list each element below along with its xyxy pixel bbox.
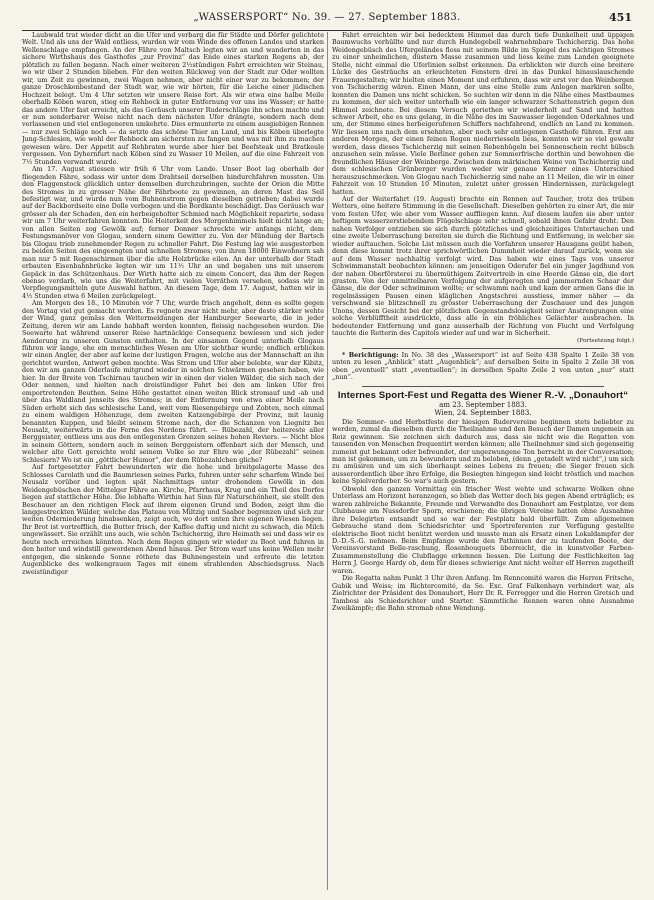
body-paragraph: Auf fortgesetzter Fahrt bewunderten wir die hohe und breitgelagerte Masse des Schlosses Carolath und die Baumriesen seines Parks, fuhren unter sehr scharfem Winde bei Neusalz vorüber und legten spät Nachmittags unter drohendem Gewölk in den Weidengebüschen der Mittelger Fähre an. Kirche, Pfarrhaus, Krug und ein Theil des Dorfes liegen auf stattlicher Höhe. Die lebhafte Wirthin hat Sinn für Naturschönheit, sie stellt den Beschauer an den richtigen Fleck auf ihrem eigenen Grund und Boden, zeigt ihm die langgestreckten Wälder, welche das Plateau von Miltzig und Saabor begrenzen und sich zur weiten Oderniederung hinabsenken, zeigt auch, wo dort unten ihre eigenen Wiesen liegen. Ihr Brot ist vortrefflich, die Butter frisch, der Kaffee duftig und nicht zu schwach, die Milch ungewässert. Sie erzählt uns auch, wie schön Tschicherzig, ihre Heimath sei und dass wir es heute noch erreichen könnten. Nach dem Regen gingen wir wieder zu Boot und fuhren in den heiter und windstill gewordenen Abend hinaus. Der Strom warf uns keine Wellen mehr entgegen, die sinkende Sonne röthete das Buhnengestein und erfreute die letzten Augenblicke des wolkengrauen Tages mit einem strahlenden Abschiedsgruss. Nach zweistündiger <box>22 463 324 576</box>
body-paragraph: Fahrt erreichten wir bei bedecktem Himmel das durch tiefe Dunkelheit und üppigen Baumwuchs verhüllte und nur durch Hundegebell wahrnehmbare Tschicherzig. Das hohe Weidengebüsch des Ufergeländes floss mit seinem Bilde im Spiegel des nächtigen Stromes zu einer unheimlichen, düstern Masse zusammen und liess keine zum Landen geeignete Stelle, nicht einmal die Uferlinien selbst erkennen. Da erblickten wir durch eine breitere Lücke des Gesträuchs an erleuchteten Fenstern drei in das Dunkel hinauslauschende Frauengestalten; wir hielten einen Moment und erfuhren, dass wir erst vor den Weinbergen von Tschicherzig wären. Einen Mann, der uns eine Stelle zum Anlegen markiren sollte, konnten die Damen uns nicht schicken. So suchten wir denn in die Nähe eines Mastbaumes zu kommen, der sich weiter unterhalb wie ein langer schwarzer Schattenstrich gegen den Himmel zeichnete. Bei diesem Versuch geriethen wir wiederholt auf Sand und hatten schwer Arbeit, ehe es uns gelang, in die Nähe des im Sauwasser liegenden Oderkahnes und um, der Stimme eines herbeigerufenen Schiffers nachfahrend, endlich an Land zu kommen. Wir liessen uns nach dem ersehnten, aber noch sehr entlegenen Gasthofe führen. Erst am anderen Morgen, der einen feinen Regen niederriesseln liess, konnten wir so viel gewahr werden, dass dieses Tschicherzig mit seinen Rebenhügeln bei Sonnenschein recht hübsch anzusehen sein müsse. Viele Berliner gehen zur Sommerfrische dorthin und bewohnen die freundlichen Häuser der Weinberge. Zwischen dem märkischen Weine von Tschicherzig und dem schlesischen Grünberger wurden weder wir genaue Kenner eines Unterschied herauszuschmecken. Von Glogau nach Tschicherzig sind nahe an 11 Meilen, die wir in einer Fahrzeit von 10 Stunden 10 Minuten, zuletzt unter grossen Hindernissen, zurückgelegt hatten. <box>332 32 634 196</box>
body-paragraph: Auf der Weiterfahrt (19. August) brachte ein Rennen auf Taucher, trotz des trüben Wetters, eine heitere Stimmung in die Gesellschaft. Dieselben gehörten zu einer Art, die mir vom festen Ufer, wie aber vom Wasser auffliegen kann. Auf diesem laufen sie aber unter heftigem wasserzerstiebendem Flügelschlage sehr schnell, sobald ihnen Gefahr droht. Den nahen Verfolger entziehen sie sich durch plötzliches und gleichzeitiges Untertauchen und eine zweite Ueberraschung bereiten sie durch die Richtung und Entfernung, in welcher sie wieder auftauchen. Solche List müssen auch die Vorfahren unserer Hausgans geübt haben, denn diese kommt trotz ihrer sprichwörtlichen Dummheit wieder darauf zurück, wenn sie auf dem Wasser nachhaltig verfolgt wird. Das haben wir eines Tags von unserer Schwimmanstalt beobachten können: am jenseitigen Oderufer fiel ein junger Jagdhund von der nahen Oberförsterei zu übermüthigem Zeitvertreib in eine Heerde Gänse ein, die dort grasten. Von der unmittelbaren Verfolgung der aufgeregten und jammernden Schaar der Gänse, die der Oder schwimmen wollte; er schwamm nach und kam der armen Gans die in regelmässigen Pausen einen kläglichen Angstschrei ausstiess, immer näher — da verschwand sie blitzschnell zu grösster Ueberraschung der Zuschauer und des jungen Unons, dessen Gesicht bei der plötzlichen Gegenstandslosigkeit seiner Anstrengungen eine solche Verblüfftheit ausdrückte, dass alle in ein fröhliches Gelächter ausbrachen. In bedeutender Entfernung und ganz ausserhalb der Richtung von Flucht und Verfolgung tauchte die Retterin des Capitols wieder auf und war in Sicherheit. <box>332 194 634 338</box>
article-paragraph: Die Regatta nahm Punkt 3 Uhr ihren Anfang. Im Renncomité waren die Herren Fritsche, Gubik und Weiss; im Richtercomité, da Se. Exc. Graf Falkenhayn verhindert war, als Zielrichter der Präsident des Donauhort, Herr Dr. R. Ferregger und die Herren Gretsch und Tambosi als Schiedsrichter und Starter. Sämmtliche Rennen waren ohne Ausnahme Zweikämpfe; die Bahn stromab ohne Wendung. <box>332 574 634 613</box>
article-paragraph: Die Sommer- und Herbstfeste der hiesigen Rudervereine beginnen stets beliebter zu werden, zumal da dieselben durch die Theilnahme und den Besuch der Damen ungemein an Reiz gewinnen. Sie zeichnen sich dadurch aus, dass sie nicht wie die Regatten von tausenden von Menschen frequentirt werden können; alle Theilnehmer sind sich gegenseitig zumeist gut bekannt oder befreundet, der ungezwungene Ton herrscht in der Conversation; man ist gekommen, um zu bewundern und zu beloben, (denn „getadelt wird nicht“,) um sich zu amüsiren und um sich überhaupt seines Lebens zu freuen; die Sieger freuen sich ausserordentlich über ihre Erfolge, die Besiegten hingegen sind leicht tröstlich und machen keine Spielverderber. So war's auch gestern. <box>332 417 634 486</box>
left-column <box>22 32 324 892</box>
body-paragraph: Laubwald trat wieder dicht an die Ufer und verbarg die für Städte und Dörfer gelichtete Welt. Und als uns der Wald entliess, wurden wir vom Winde des offenen Landes und starken Wellenschlage empfangen. An der Fähre von Maltsch legten wir an und wanderten in das sichere Wirthshaus des Gasthofes „zur Provinz“ das Ende eines starken Regens ab, der plötzlich zu fallen begann. Nach einer weiteren 2½stündigen Fahrt erreichten wir Steinau, wo wir über 2 Stunden blieben. Für den weiten Rückweg von der Stadt zur Oder wollten wir, um Zeit zu gewinnen, zwei Wagen nehmen, aber nicht einer war zu bekommen; der ganze Droschkenbestand der Stadt war, wie wir hörten, für die Leiche einer jüdischen Hochzeit belegt. Um 4 Uhr setzten wir unsere Reise fort. Als wir etwa eine halbe Meile oberhalb Köben waren, stieg ein Rehbock in guter Entfernung vor uns ins Wasser; er hatte das andere Ufer fast erreicht, als das Geräusch unserer Ruderschläge ihn scheu machte und er nun sonderbarer Weise nicht nach dem nächsten Ufer drängte, sondern nach dem verlassenen und viel entlegeneren umkehrte. Dies ermunterte zu einem ausgiebigen Rennen — nur zwei Schläge noch — da setzte das schöne Thier an Land, und bis Köben überlegte Jung-Schlesien, wie wohl der Rehbock am sichersten zu fangen und was mit ihm zu machen gewesen wäre. Der Appetit auf Rehbraten wurde aber hier bei Beefsteak und Bratkeule vergessen. Von Dyhernfurt nach Köben sind zu Wasser 10 Meilen, auf die eine Fahrzeit von 7½ Stunden verwandt wurde. <box>22 32 324 166</box>
section-divider <box>362 386 604 387</box>
correction-text: In No. 38 des „Wassersport“ ist auf Seite 438 Spalte 1 Zeile 38 von unten zu lesen „Anblick“ statt „Augenblick“; auf derselben Seite in Spalte 2 Zeile 38 von oben „eventuell“ statt „eventuellen“; in derselben Spalte Zeile 2 von unten „nur“ statt „nun“. <box>332 351 634 382</box>
page-number: 451 <box>609 11 632 24</box>
column-divider <box>327 32 328 890</box>
running-head: „WASSERSPORT“ No. 39. — 27. September 1883. <box>193 12 461 23</box>
continuation-note: (Fortsetzung folgt.) <box>576 337 634 344</box>
section-divider <box>362 348 604 349</box>
article-subtitle: am 23. September 1883. <box>439 400 527 409</box>
right-column <box>332 32 634 892</box>
article-dateline: Wien, 24. September 1883. <box>434 409 532 418</box>
article-paragraph: Obwohl den ganzen Vormittag ein frischer West wehte und schwarze Wolken ohne Unterlass am Horizont heranzogen, so blieb das Wetter doch bis gegen Abend erträglich; es waren zahlreiche Bekannte, Freunde und Verwandte des Donauhort am Festplatze, vor dem Clubhause am Nussdorfer Sporn, erschienen; die übrigen Vereine hatten ohne Ausnahme ihre Delegirten entsandt und so war der Festplatz bald überfüllt. Zum allgemeinen Gebrauche stand dem Schiedsrichter und Sportreferenten zur Verfügung gestellte elektrische Boot nicht benützt werden und musste man als Ersatz einen Lokaldampfer der D.-D.-S.-G. nehmen. Beim Empfange wurde den Pathinnen der zu taufenden Boote, der Vereinsvorstand Belle-raschung, Rosenbouquets überreicht, die in kunstvoller Farben-Zusammenstellung die Clubflagge erkennen liessen. Die Leitung der Festlichkeiten lag Herrn J. George Hardy ob, dem für dieses schwierige Amt nicht weiter elf Herren zugetheilt waren. <box>332 484 634 575</box>
correction-note <box>332 352 634 382</box>
correction-label: * Berichtigung: <box>342 351 399 360</box>
article-title: Internes Sport-Fest und Regatta des Wiener R.-V. „Donauhort“ <box>337 389 629 401</box>
page-header <box>22 8 632 31</box>
body-paragraph: Am 17. August stiessen wir früh 6 Uhr vom Lande. Unser Boot lag oberhalb der fliegenden Fähre, sodass wir unter dem Drahtseil derselben hindurchfahren mussten. Um den Flaggenstock glücklich unter demselben durchzubringen, suchte der Orion die Mitte des Stromes in zu grosser Nähe der Fährboote zu gewinnen, an deren Mast das Seil befestigt war, und wurde nun vom Buhnenstrom gegen dieselben getrieben; dabei wurde auf der Backbordseite eine Dolle verbogen und die Bordkante beschädigt. Das Geräusch war grösser als der Schaden, den ein herbeigeholter Schmied nach Möglichkeit reparirte, sodass wir um 7 Uhr weiterfahren konnten. Die Heiterkeit des Morgenhimmels hielt nicht lange an; von allen Seiten zog Gewölk auf; ferner Donner schreckte wir anfangs nicht, dem Festungsmanöver von Glogau, sondern einem Gewitter zu. Von der Mündung der Bartsch bis Glogau trieb zunehmender Regen zu schneller Fahrt. Die Festung lag wie ausgestorben zu beiden Seiten des eingeengten und schnellen Stromes; von ihren 18000 Einwohnern sah man nur 5 mit Regenschirmen über die alte Holzbrücke eilen. An der unterhalb der Stadt erbauten Eisenbahnbrücke legten wir um 11½ Uhr an und begaben uns mit unserem Gepäck in das Schützenhaus. Der Wirth hatte sich zu einem Concert, das ihm der Regen ebenso verdarb, wie uns die Weiterfahrt, mit vielen Vorräthen versehen, sodass wir in Verpflegungsmitteln gute Auswahl hatten. An diesem Tage, dem 17. August, hatten wir in 4½ Stunden etwa 6 Meilen zurückgelegt. <box>22 165 324 300</box>
body-paragraph: Am Morgen des 18., 10 Minuten vor 7 Uhr, wurde frisch angeholt, denn es sollte gegen den Vortag viel gut gemacht werden. Es regnete zwar nicht mehr, aber desto stärker wehte der Wind, ganz gemäss den Wettermeldungen der Hamburger Seewarte, die in jeder Zeitung, deren wir am Lande habhaft werden konnten, fleissig nachgesehen wurden. Die Seewarte hat während unserer Reise hartnäckige Consequenz bewiesen und sich jeder Aenderung zu unseren Gunsten enthalten. In der einsamen Gegend unterhalb Glogaus führen wir lange, ehe ein menschliches Wesen am Ufer sichtbar wurde; endlich erblicken wir einen Angler, der aber auf keine der lustigen Fragen, welche aus der Mannschaft an ihn gerichtet wurden, Antwort geben mochte. Was Strom und Ufer aber belebte, war der Kibitz, den wir am ganzen Oderlaufe mitgrund wieder in solchen Schwärmen gesehen haben, wie hier. In der Breite von Tschirnau tauchen wir in einen der vielen Wälder, die sich nach der Oder nennen, und hielten nach dreistündiger Fahrt bei den am linken Ufer frei emportretenden Beuthen. Seine Höhe gestattet einen weiten Blick stromauf und -ab und über das Waldland jenseits des Stromes; in der Entfernung von etwa einer Meile nach Süden erhebt sich das schlesische Land, weit vom Riesengebirge und Zobten, noch einmal zu einem waldigen Höhenzuge, dem zweiten Katzengebirge der Provinz, mit launig benannten Kuppen, und bleibt seinem Strome nach, der die Schanzen von Liegnitz bei Neusalz, weiterwärts in die Ferne des Nordens führt. — Rübezahl, der heitereste aller Berggeister, entliess uns aus den entlegensten Grenzen seines hohen Reviers. — Nicht blos in seinem Göttern, sondern auch in seinen Berggeistern offenbart sich der Mensch, und welcher alte Gott gereichte wohl seinem Volke so zur Ehre wie „der Rübezahl“ seinen Schlesiern? Wo ist ein „göttlicher Humor“, der dem Rübezahlchen gliche? <box>22 299 324 464</box>
